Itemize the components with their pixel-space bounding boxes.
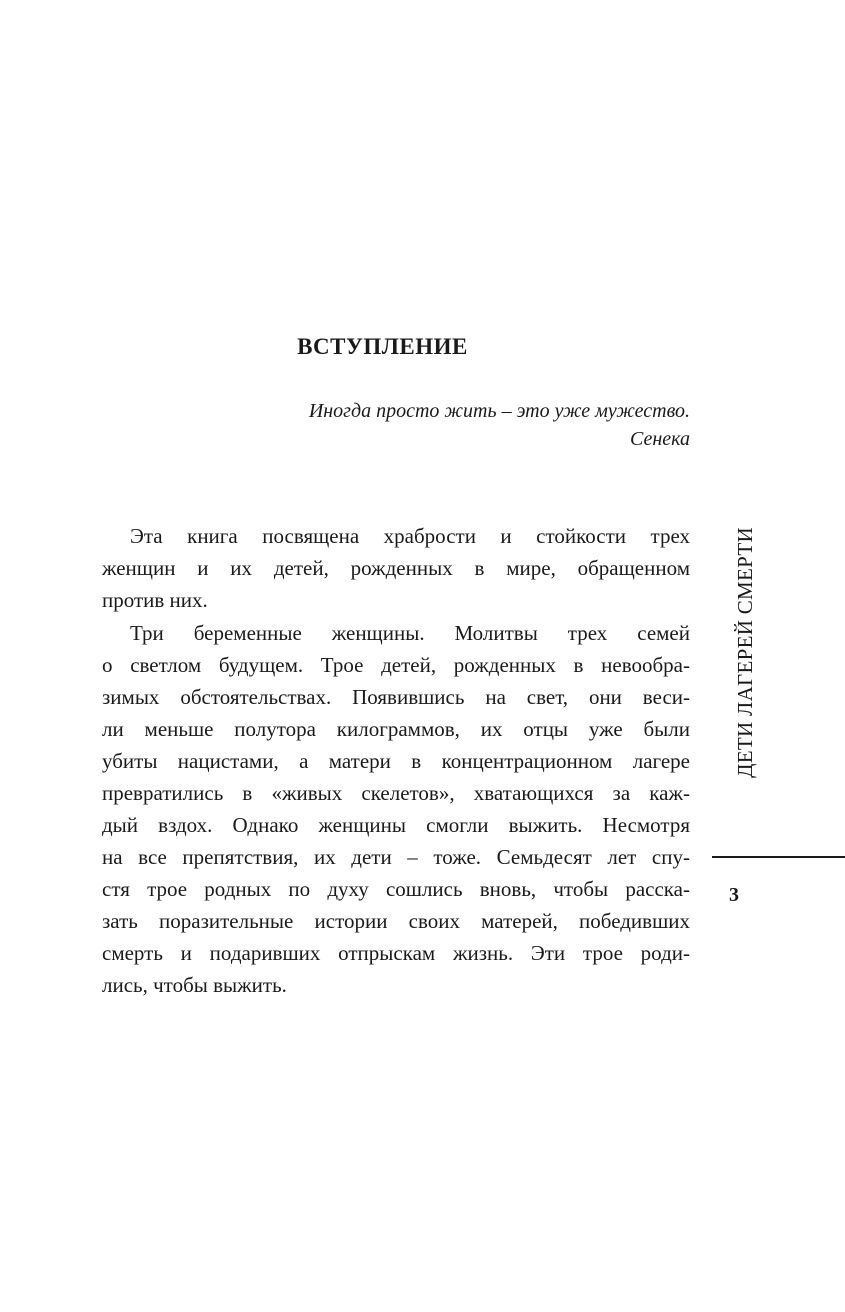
paragraph-1 <box>102 520 690 616</box>
text-line: ли меньше полутора килограммов, их отцы уже были <box>102 717 690 741</box>
chapter-title: ВСТУПЛЕНИЕ <box>297 334 468 359</box>
text-line: дый вздох. Однако женщины смогли выжить. Несмотря <box>102 813 690 837</box>
text-line: Три беременные женщины. Молитвы трех семей <box>130 621 690 645</box>
paragraph-2 <box>102 617 690 1001</box>
text-line: о светлом будущем. Трое детей, рожденных в невообра- <box>102 653 690 677</box>
page-number: 3 <box>729 884 739 906</box>
text-line: женщин и их детей, рожденных в мире, обращенном <box>102 556 690 580</box>
running-head: ДЕТИ ЛАГЕРЕЙ СМЕРТИ <box>733 527 757 778</box>
text-line: убиты нацистами, а матери в концентрационном лагере <box>102 749 690 773</box>
text-line: стя трое родных по духу сошлись вновь, чтобы расска- <box>102 877 690 901</box>
text-line: на все препятствия, их дети – тоже. Семьдесят лет спу- <box>102 845 690 869</box>
text-line: против них. <box>102 588 208 612</box>
text-line: лись, чтобы выжить. <box>102 973 287 997</box>
body-text <box>102 520 690 1002</box>
text-line: Эта книга посвящена храбрости и стойкости трех <box>130 524 690 548</box>
epigraph-author: Сенека <box>629 428 690 450</box>
text-line: смерть и подаривших отпрыскам жизнь. Эти трое роди- <box>102 941 690 965</box>
text-line: зимых обстоятельствах. Появившись на свет, они веси- <box>102 685 690 709</box>
running-head-divider <box>712 856 845 858</box>
text-line: зать поразительные истории своих матерей, победивших <box>102 909 690 933</box>
epigraph-quote: Иногда просто жить – это уже мужество. <box>308 400 690 422</box>
text-line: превратились в «живых скелетов», хватающихся за каж- <box>102 781 690 805</box>
